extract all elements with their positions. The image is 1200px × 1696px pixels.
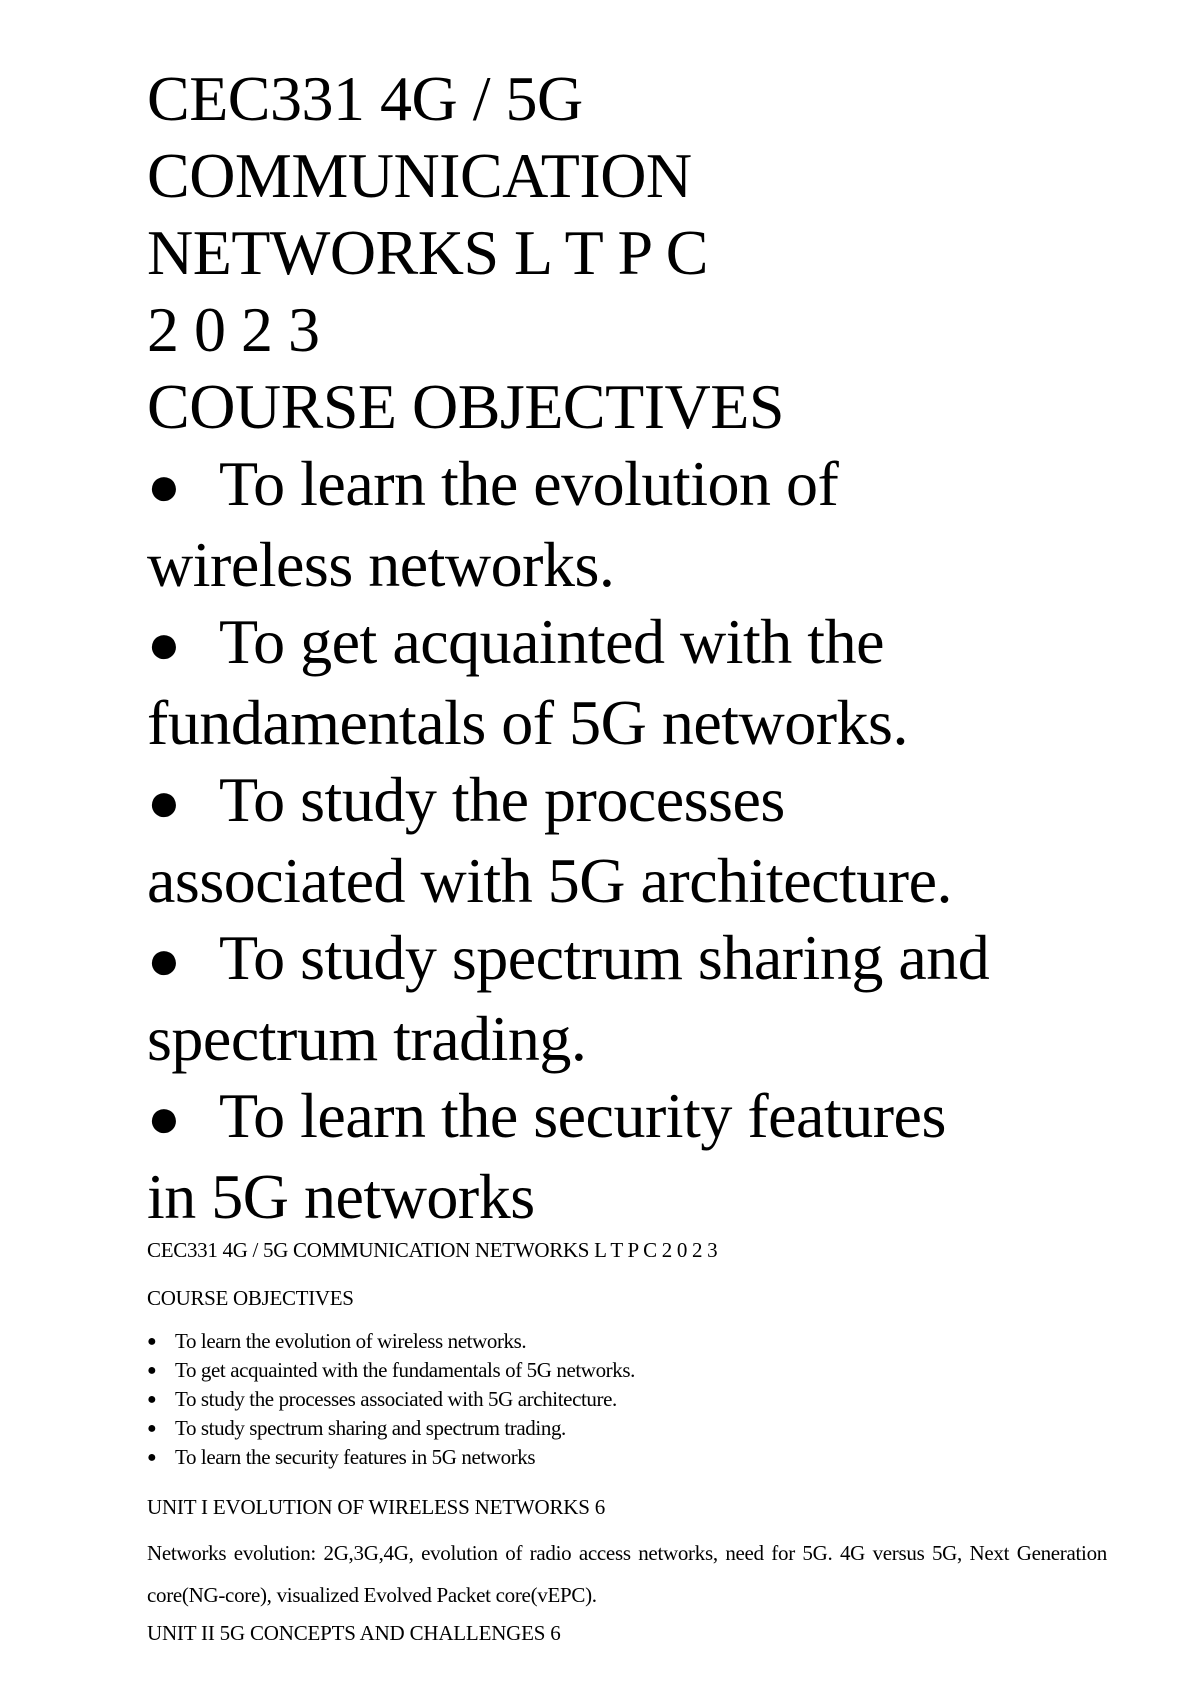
objective-item <box>147 1443 1107 1472</box>
large-objective-item <box>147 919 1107 1077</box>
objective-text: To learn the evolution of <box>219 448 839 519</box>
bullet-icon: ● <box>147 614 181 676</box>
objective-item <box>147 1327 1107 1356</box>
objectives-list <box>147 1327 1107 1472</box>
bullet-icon: ● <box>147 1391 157 1408</box>
large-heading: COURSE OBJECTIVES <box>147 371 784 442</box>
objective-item <box>147 1385 1107 1414</box>
bullet-icon: ● <box>147 456 181 518</box>
course-title: CEC331 4G / 5G COMMUNICATION NETWORKS L T P C 2 0 2 3 <box>147 1238 718 1262</box>
objective-text: in 5G networks <box>147 1161 535 1232</box>
bullet-icon: ● <box>147 1362 157 1379</box>
objective-text: To learn the evolution of wireless networks. <box>175 1329 527 1353</box>
objective-text: To learn the security features in 5G networks <box>175 1445 536 1469</box>
objective-text: spectrum trading. <box>147 1003 587 1074</box>
objective-item <box>147 1356 1107 1385</box>
bullet-icon: ● <box>147 930 181 992</box>
objective-text: To study spectrum sharing and <box>219 922 990 993</box>
small-text-block <box>147 1237 1107 1646</box>
large-text-block <box>147 60 1107 1235</box>
objective-text: To study spectrum sharing and spectrum trading. <box>175 1416 566 1440</box>
objective-text: associated with 5G architecture. <box>147 845 952 916</box>
large-title-line: NETWORKS L T P C <box>147 217 708 288</box>
objective-text: To get acquainted with the <box>219 606 884 677</box>
objective-text: wireless networks. <box>147 529 615 600</box>
course-objectives-heading: COURSE OBJECTIVES <box>147 1286 354 1310</box>
large-title-line: CEC331 4G / 5G <box>147 63 583 134</box>
objective-text: To study the processes associated with 5G architecture. <box>175 1387 617 1411</box>
objective-text: fundamentals of 5G networks. <box>147 687 908 758</box>
document-page <box>147 60 1107 1646</box>
objective-text: To get acquainted with the fundamentals of 5G networks. <box>175 1358 635 1382</box>
large-objectives-list <box>147 445 1107 1235</box>
large-title-line: COMMUNICATION <box>147 140 692 211</box>
bullet-icon: ● <box>147 1420 157 1437</box>
unit-1-body: Networks evolution: 2G,3G,4G, evolution of radio access networks, need for 5G. 4G versus 5G, Next Generation core(NG-core), visualized Evolved Packet core(vEPC). <box>147 1541 1107 1607</box>
objective-text: To study the processes <box>219 764 785 835</box>
bullet-icon: ● <box>147 772 181 834</box>
objective-text: To learn the security features <box>219 1080 946 1151</box>
bullet-icon: ● <box>147 1088 181 1150</box>
unit-2-heading: UNIT II 5G CONCEPTS AND CHALLENGES 6 <box>147 1621 561 1645</box>
bullet-icon: ● <box>147 1449 157 1466</box>
large-objective-item <box>147 603 1107 761</box>
objective-item <box>147 1414 1107 1443</box>
unit-1-heading: UNIT I EVOLUTION OF WIRELESS NETWORKS 6 <box>147 1495 606 1519</box>
large-objective-item <box>147 445 1107 603</box>
large-objective-item <box>147 761 1107 919</box>
bullet-icon: ● <box>147 1333 157 1350</box>
large-title-line: 2 0 2 3 <box>147 294 320 365</box>
large-objective-item <box>147 1077 1107 1235</box>
